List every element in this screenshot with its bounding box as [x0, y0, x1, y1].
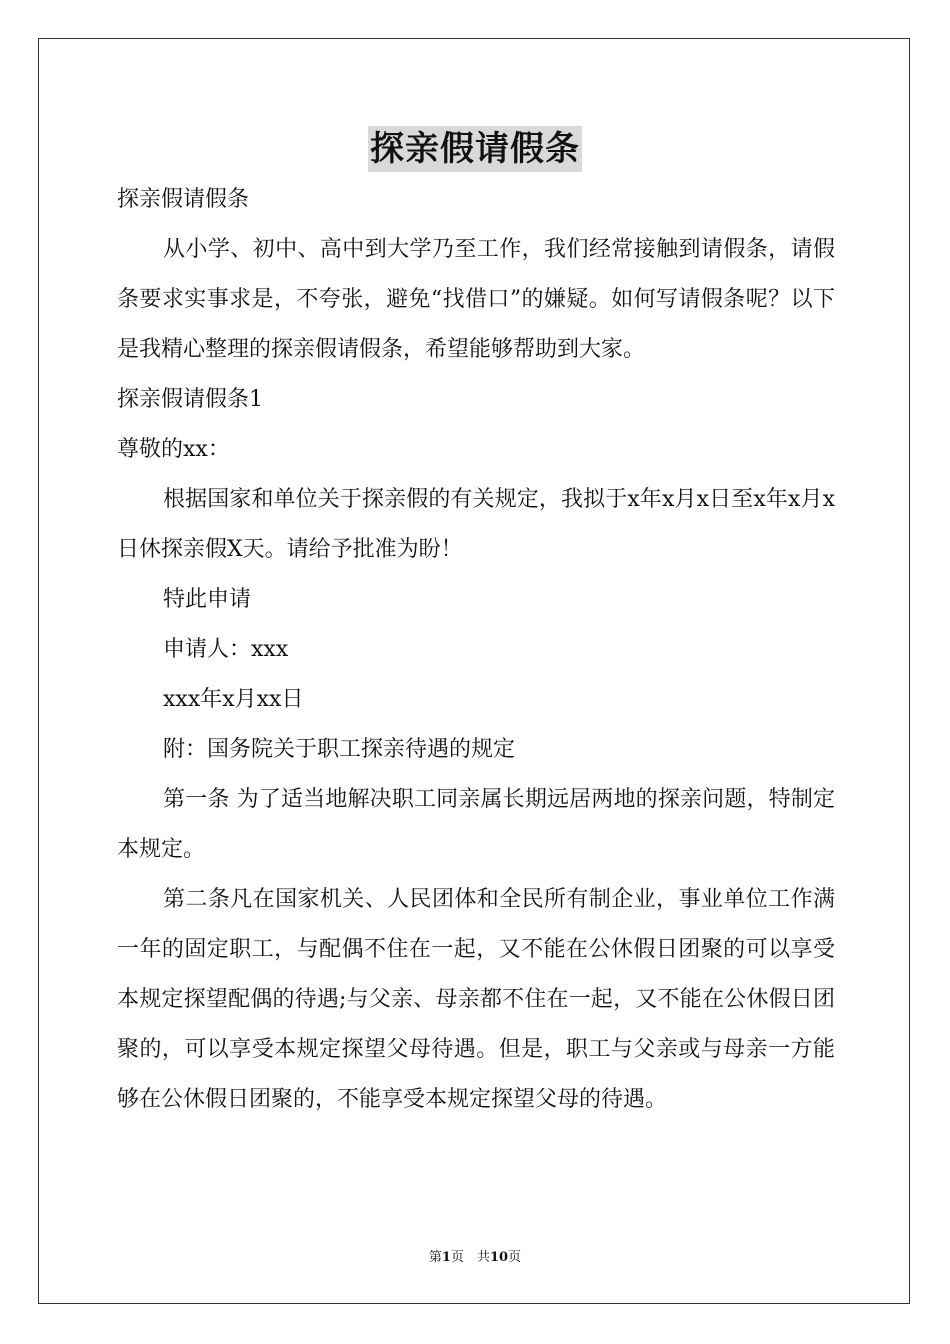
total-page-number: 10 — [489, 1250, 509, 1265]
article-2: 第二条凡在国家机关、人民团体和全民所有制企业，事业单位工作满一年的固定职工，与配偶不住在一起，又不能在公休假日团聚的可以享受本规定探望配偶的待遇;与父亲、母亲都不住在一起，又不能在公休假日团聚的，可以享受本规定探望父母待遇。但是，职工与父亲或与母亲一方能够在公休假日团聚的，不能享受本规定探望父母的待遇。 — [117, 887, 835, 1112]
article-1: 第一条 为了适当地解决职工同亲属长期远居两地的探亲问题，特制定本规定。 — [117, 787, 835, 862]
document-title: 探亲假请假条 — [368, 126, 582, 172]
applicant-line: 申请人：xxx — [163, 637, 289, 662]
footer-suffix: 页 — [508, 1250, 522, 1265]
title-container — [0, 126, 950, 172]
salutation: 尊敬的xx： — [117, 437, 230, 462]
footer-prefix: 第 — [428, 1250, 442, 1265]
intro-paragraph: 从小学、初中、高中到大学乃至工作，我们经常接触到请假条，请假条要求实事求是，不夸张，避免“找借口”的嫌疑。如何写请假条呢？以下是我精心整理的探亲假请假条，希望能够帮助到大家。 — [117, 237, 835, 362]
closing-text: 特此申请 — [163, 587, 252, 612]
page-footer — [0, 1249, 950, 1267]
subtitle: 探亲假请假条 — [117, 187, 250, 212]
document-body — [117, 175, 835, 1125]
current-page-number: 1 — [441, 1250, 451, 1265]
footer-mid: 页 共 — [450, 1250, 490, 1265]
attachment-line: 附：国务院关于职工探亲待遇的规定 — [163, 737, 516, 762]
date-line: xxx年x月xx日 — [163, 687, 304, 712]
request-paragraph: 根据国家和单位关于探亲假的有关规定，我拟于x年x月x日至x年x月x日休探亲假X天。请给予批准为盼！ — [117, 487, 835, 562]
section-heading: 探亲假请假条1 — [117, 387, 263, 412]
